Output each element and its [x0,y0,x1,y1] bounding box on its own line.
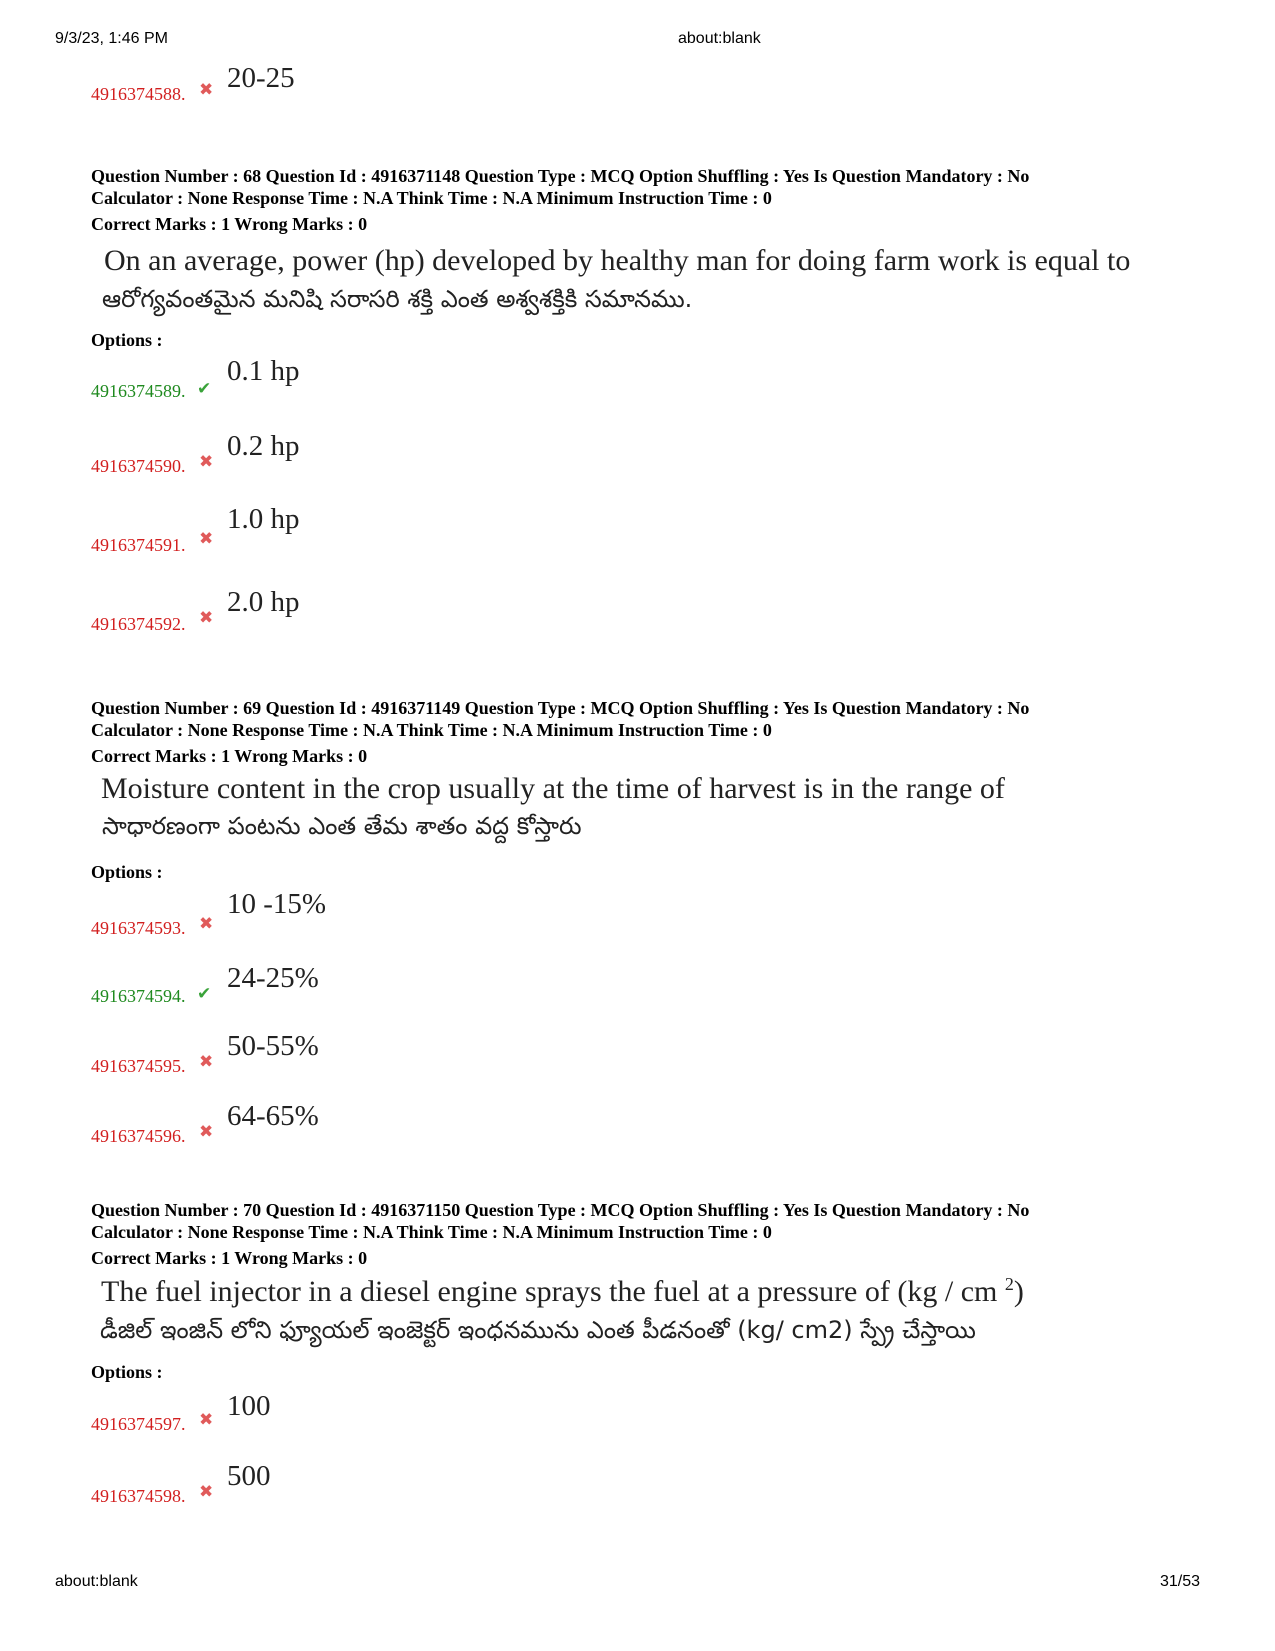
option-id: 4916374593. [91,918,186,938]
option-value: 50-55% [227,1030,319,1062]
print-title: about:blank [678,30,761,47]
option-id: 4916374590. [91,456,186,476]
question-text-te: ఆరోగ్యవంతమైన మనిషి సరాసరి శక్తి ఎంత అశ్వశక్తికి సమానము. [102,285,693,313]
question-marks: Correct Marks : 1 Wrong Marks : 0 [91,1248,368,1268]
page-number: 31/53 [1160,1573,1201,1590]
question-meta-2: Calculator : None Response Time : N.A Think Time : N.A Minimum Instruction Time : 0 [91,1222,772,1242]
question-text-en [101,1274,1024,1309]
options-label: Options : [91,330,163,350]
option-id: 4916374588. [91,84,186,104]
option-id: 4916374594. [91,986,186,1006]
question-meta: Question Number : 69 Question Id : 4916371149 Question Type : MCQ Option Shuffling : Yes Is Question Mandatory : No [91,698,1030,718]
cross-icon: ✖ [199,914,214,934]
option-id: 4916374595. [91,1056,186,1076]
options-label: Options : [91,1362,163,1382]
question-text-te: సాధారణంగా పంటను ఎంత తేమ శాతం వద్ద కోస్తారు [102,812,582,840]
cross-icon: ✖ [199,608,214,628]
option-value: 64-65% [227,1100,319,1132]
question-meta-2: Calculator : None Response Time : N.A Think Time : N.A Minimum Instruction Time : 0 [91,188,772,208]
option-value: 20-25 [227,62,295,94]
option-id: 4916374591. [91,535,186,555]
cross-icon: ✖ [199,1482,214,1502]
question-text-en: Moisture content in the crop usually at the time of harvest is in the range of [101,772,1005,805]
option-value: 10 -15% [227,888,327,920]
cross-icon: ✖ [199,80,214,100]
options-label: Options : [91,862,163,882]
option-id: 4916374589. [91,381,186,401]
print-datetime: 9/3/23, 1:46 PM [55,30,168,47]
question-text-te: డీజిల్ ఇంజిన్ లోని ఫ్యూయల్ ఇంజెక్టర్ ఇంధనమును ఎంత పీడనంతో (kg/ cm2) స్ప్రే చేస్తాయి [100,1316,976,1344]
option-id: 4916374596. [91,1126,186,1146]
question-meta: Question Number : 70 Question Id : 4916371150 Question Type : MCQ Option Shuffling : Yes Is Question Mandatory : No [91,1200,1030,1220]
cross-icon: ✖ [199,452,214,472]
option-value: 0.1 hp [227,355,300,387]
option-id: 4916374592. [91,614,186,634]
option-value: 2.0 hp [227,586,300,618]
question-text-en-end: ) [1013,1275,1024,1308]
question-text-en: On an average, power (hp) developed by healthy man for doing farm work is equal to [104,244,1131,277]
cross-icon: ✖ [199,1122,214,1142]
option-value: 100 [227,1390,271,1422]
cross-icon: ✖ [199,529,214,549]
cross-icon: ✖ [199,1052,214,1072]
cross-icon: ✖ [199,1410,214,1430]
print-footer-url: about:blank [55,1573,138,1590]
check-icon: ✔ [197,984,212,1004]
check-icon: ✔ [197,379,212,399]
question-text-en-main: The fuel injector in a diesel engine sprays the fuel at a pressure of (kg / cm [101,1275,1005,1308]
question-marks: Correct Marks : 1 Wrong Marks : 0 [91,746,368,766]
option-value: 24-25% [227,962,319,994]
superscript: 2 [1004,1274,1014,1294]
question-marks: Correct Marks : 1 Wrong Marks : 0 [91,214,368,234]
option-value: 500 [227,1460,271,1492]
option-id: 4916374597. [91,1414,186,1434]
question-meta: Question Number : 68 Question Id : 4916371148 Question Type : MCQ Option Shuffling : Yes Is Question Mandatory : No [91,166,1030,186]
option-value: 1.0 hp [227,503,300,535]
question-meta-2: Calculator : None Response Time : N.A Think Time : N.A Minimum Instruction Time : 0 [91,720,772,740]
option-id: 4916374598. [91,1486,186,1506]
option-value: 0.2 hp [227,430,300,462]
